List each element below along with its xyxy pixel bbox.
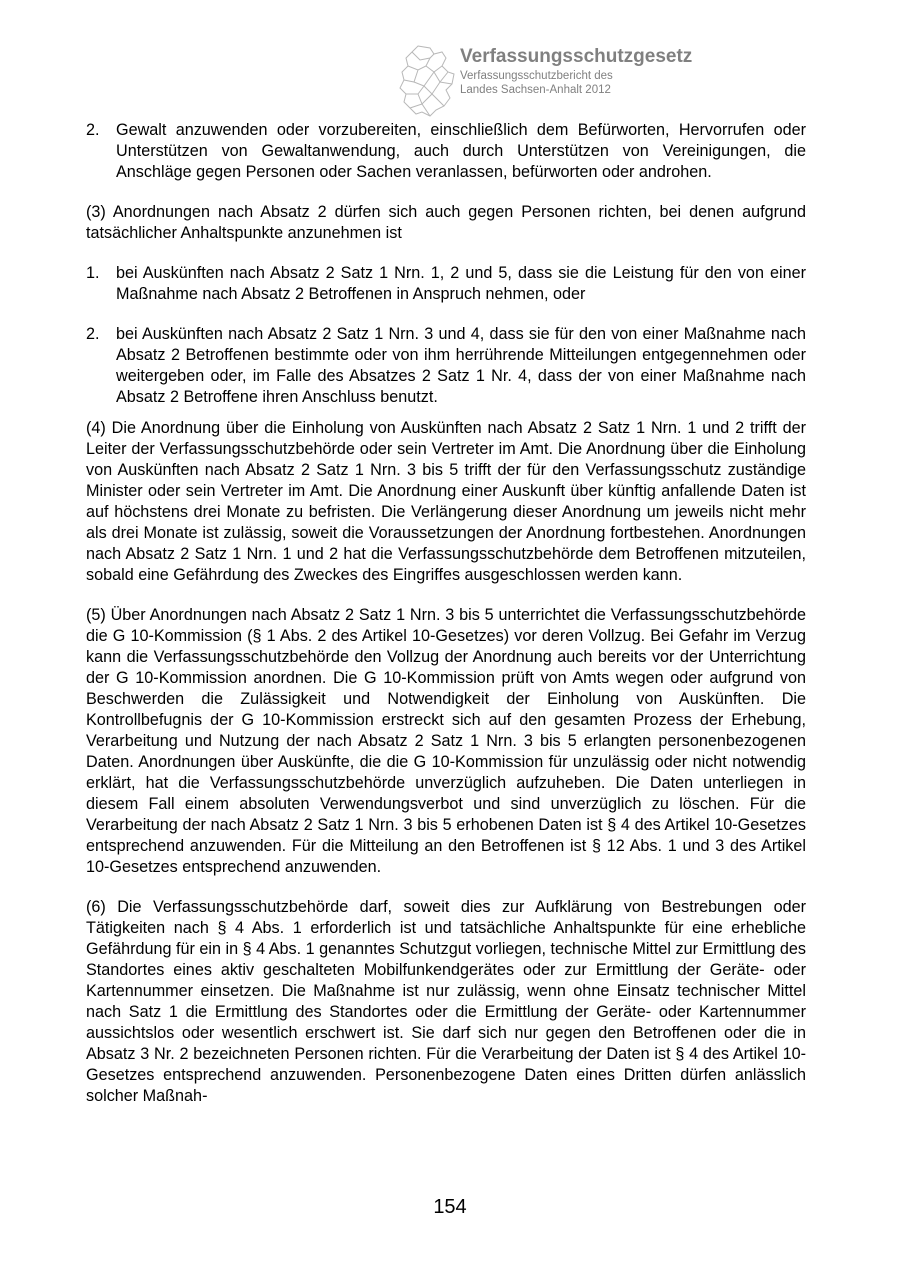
list-item-number: 2. [86, 325, 100, 343]
list-item [86, 324, 806, 408]
list-item-text: bei Auskünften nach Absatz 2 Satz 1 Nrn. 1, 2 und 5, dass sie die Leistung für den von einer Maßnahme nach Absatz 2 Betroffenen in Anspruch nehmen, oder [116, 264, 806, 303]
list-item [86, 120, 806, 183]
document-subtitle-line-2: Landes Sachsen-Anhalt 2012 [460, 84, 611, 96]
document-title: Verfassungsschutzgesetz [460, 46, 693, 67]
list-item [86, 263, 806, 305]
paragraph-5: (5) Über Anordnungen nach Absatz 2 Satz 1 Nrn. 3 bis 5 unterrichtet die Verfassungsschutzbehörde die G 10-Kommission (§ 1 Abs. 2 des Artikel 10-Gesetzes) vor deren Vollzug. Bei Gefahr im Verzug kann die Verfassungsschutzbehörde den Vollzug der Anordnung auch bereits vor der Unterrichtung der G 10-Kommission anordnen. Die G 10-Kommission prüft von Amts wegen oder aufgrund von Beschwerden die Zulässigkeit und Notwendigkeit der Einholung von Auskünften. Die Kontrollbefugnis der G 10-Kommission erstreckt sich auf den gesamten Prozess der Erhebung, Verarbeitung und Nutzung der nach Absatz 2 Satz 1 Nrn. 3 bis 5 erlangten personenbezogenen Daten. Anordnungen über Auskünfte, die die G 10-Kommission für unzulässig oder nicht notwendig erklärt, hat die Verfassungsschutzbehörde unverzüglich aufzuheben. Die Daten unterliegen in diesem Fall einem absoluten Verwendungsverbot und sind unverzüglich zu löschen. Für die Verarbeitung der nach Absatz 2 Satz 1 Nrn. 3 bis 5 erhobenen Daten ist § 4 des Artikel 10-Gesetzes entsprechend anzuwenden. Für die Mitteilung an den Betroffenen ist § 12 Abs. 1 und 3 des Artikel 10-Gesetzes entsprechend anzuwenden. [86, 606, 806, 876]
page-number: 154 [433, 1196, 467, 1218]
list-item-number: 2. [86, 121, 100, 139]
list-item-number: 1. [86, 264, 100, 282]
document-subtitle-line-1: Verfassungsschutzbericht des [460, 70, 613, 82]
saxony-anhalt-map-icon [396, 44, 458, 118]
paragraph-4: (4) Die Anordnung über die Einholung von Auskünften nach Absatz 2 Satz 1 Nrn. 1 und 2 trifft der Leiter der Verfassungsschutzbehörde oder sein Vertreter im Amt. Die Anordnung über die Einholung von Auskünften nach Absatz 2 Satz 1 Nrn. 3 bis 5 trifft der für den Verfassungsschutz zuständige Minister oder sein Vertreter im Amt. Die Anordnung einer Auskunft über künftig anfallende Daten ist auf höchstens drei Monate zu befristen. Die Verlängerung dieser Anordnung um jeweils nicht mehr als drei Monate ist zulässig, soweit die Voraussetzungen der Anordnung fortbestehen. Anordnungen nach Absatz 2 Satz 1 Nrn. 1 und 2 hat die Verfassungsschutzbehörde dem Betroffenen mitzuteilen, sobald eine Gefährdung des Zweckes des Eingriffes ausgeschlossen werden kann. [86, 419, 806, 584]
list-item-text: bei Auskünften nach Absatz 2 Satz 1 Nrn. 3 und 4, dass sie für den von einer Maßnahme nach Absatz 2 Betroffenen bestimmte oder von ihm herrührende Mitteilungen entgegennehmen oder weitergeben oder, im Falle des Absatzes 2 Satz 1 Nr. 4, dass der von einer Maßnahme nach Absatz 2 Betroffene ihren Anschluss benutzt. [116, 325, 806, 406]
page-header [396, 44, 876, 124]
document-body [86, 120, 806, 1126]
paragraph-6: (6) Die Verfassungsschutzbehörde darf, soweit dies zur Aufklärung von Bestrebungen oder Tätigkeiten nach § 4 Abs. 1 erforderlich ist und tatsächliche Anhaltspunkte für eine erhebliche Gefährdung für ein in § 4 Abs. 1 genanntes Schutzgut vorliegen, technische Mittel zur Ermittlung des Standortes eines aktiv geschalteten Mobilfunkendgerätes oder zur Ermittlung der Geräte- oder Kartennummer einsetzen. Die Maßnahme ist nur zulässig, wenn ohne Einsatz technischer Mittel nach Satz 1 die Ermittlung des Standortes oder die Ermittlung der Geräte- oder Kartennummer aussichtslos oder wesentlich erschwert ist. Sie darf sich nur gegen den Betroffenen oder die in Absatz 3 Nr. 2 bezeichneten Personen richten. Für die Verarbeitung der Daten ist § 4 des Artikel 10-Gesetzes entsprechend anzuwenden. Personenbezogene Daten eines Dritten dürfen anlässlich solcher Maßnah- [86, 898, 806, 1105]
paragraph-3: (3) Anordnungen nach Absatz 2 dürfen sich auch gegen Personen richten, bei denen aufgrund tatsächlicher Anhaltspunkte anzunehmen ist [86, 203, 806, 242]
list-item-text: Gewalt anzuwenden oder vorzubereiten, einschließlich dem Befürworten, Hervorrufen oder Unterstützen von Gewaltanwendung, auch durch Unterstützen von Vereinigungen, die Anschläge gegen Personen oder Sachen veranlassen, befürworten oder androhen. [116, 121, 806, 181]
